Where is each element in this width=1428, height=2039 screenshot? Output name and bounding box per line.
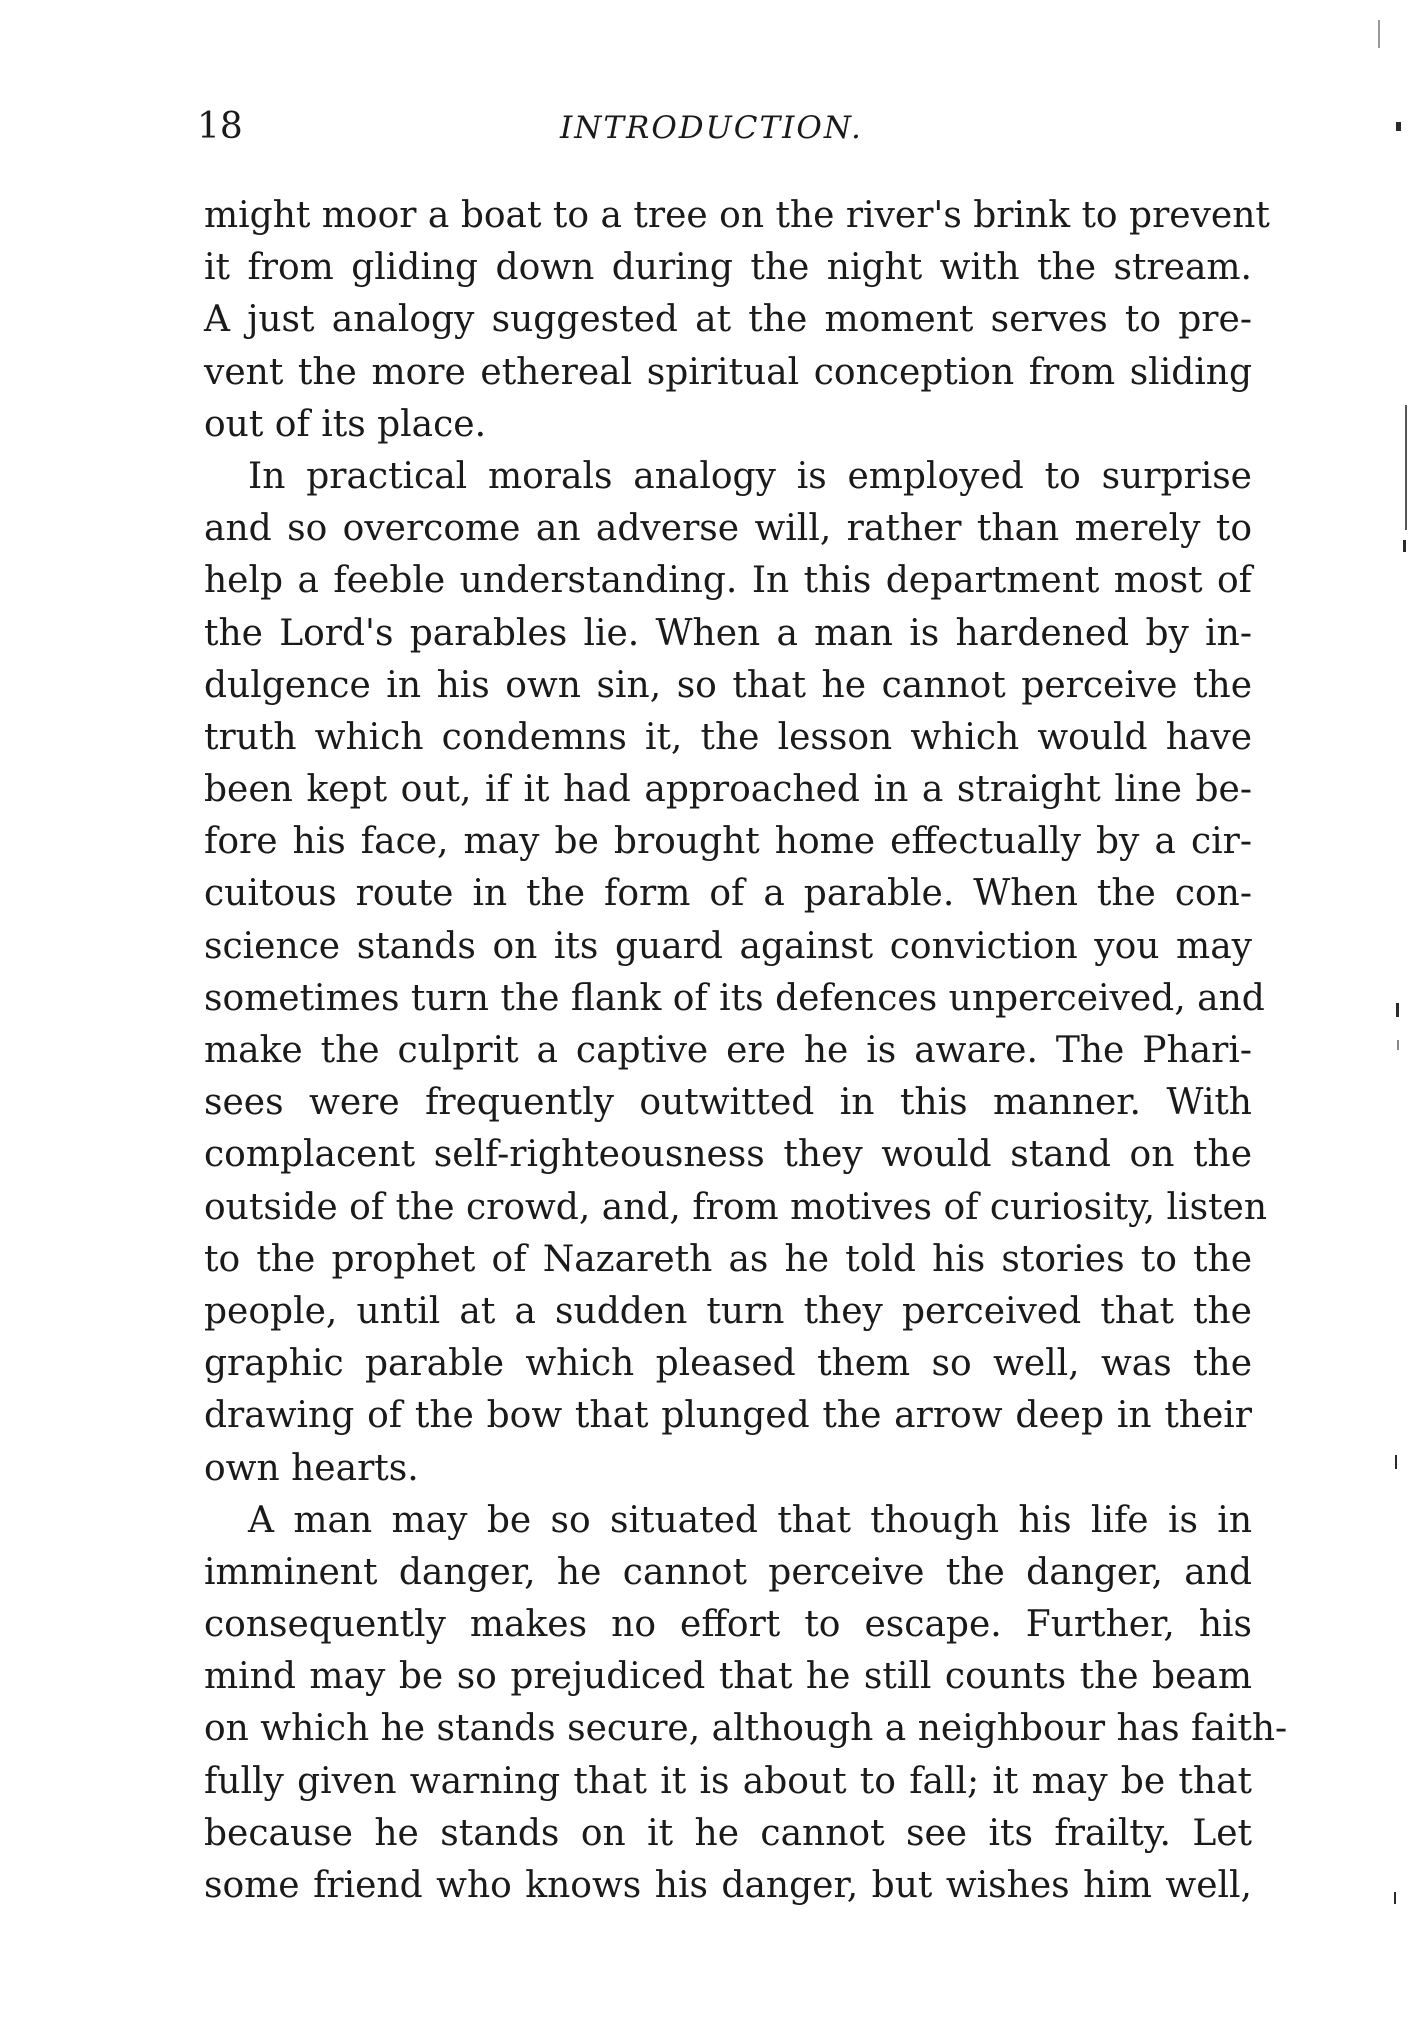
text-line: consequently makes no effort to escape. Further, his (204, 1604, 1252, 1646)
text-line: help a feeble understanding. In this department most of (204, 560, 1252, 602)
text-line: outside of the crowd, and, from motives of curiosity, listen (204, 1186, 1268, 1228)
text-line: cuitous route in the form of a parable. When the con- (204, 873, 1252, 915)
text-line: own hearts. (204, 1447, 419, 1489)
margin-mark (1397, 1040, 1399, 1050)
text-line: fore his face, may be brought home effectually by a cir- (204, 821, 1252, 863)
text-line: sees were frequently outwitted in this manner. With (204, 1082, 1252, 1124)
margin-mark (1403, 540, 1406, 552)
text-line: people, until at a sudden turn they perceived that the (204, 1290, 1252, 1332)
text-line: out of its place. (204, 403, 487, 445)
text-line: graphic parable which pleased them so well, was the (204, 1343, 1252, 1385)
text-line: dulgence in his own sin, so that he cannot perceive the (204, 664, 1252, 706)
body-text (204, 190, 1288, 1912)
text-line: science stands on its guard against conviction you may (204, 925, 1252, 967)
text-line: on which he stands secure, although a neighbour has faith- (204, 1708, 1288, 1750)
text-line: to the prophet of Nazareth as he told his stories to the (204, 1238, 1252, 1280)
text-line: imminent danger, he cannot perceive the danger, and (204, 1551, 1252, 1593)
page-number: 18 (197, 106, 243, 147)
margin-mark (1394, 1892, 1396, 1904)
text-line: In practical morals analogy is employed to surprise (248, 455, 1252, 497)
text-line: A just analogy suggested at the moment serves to pre- (204, 299, 1252, 341)
text-line: make the culprit a captive ere he is aware. The Phari- (204, 1030, 1252, 1071)
text-line: truth which condemns it, the lesson which would have (204, 716, 1252, 758)
text-line: sometimes turn the flank of its defences unperceived, and (204, 977, 1265, 1019)
text-line: vent the more ethereal spiritual conception from sliding (204, 351, 1252, 393)
text-line: it from gliding down during the night with the stream. (204, 247, 1252, 289)
margin-mark (1395, 1455, 1397, 1469)
margin-mark (1405, 405, 1407, 530)
text-line: some friend who knows his danger, but wishes him well, (204, 1865, 1252, 1906)
text-line: the Lord's parables lie. When a man is hardened by in- (204, 612, 1252, 654)
margin-mark (1396, 122, 1401, 131)
text-line: drawing of the bow that plunged the arrow deep in their (204, 1395, 1252, 1437)
text-line: might moor a boat to a tree on the river's brink to prevent (204, 195, 1270, 236)
text-line: because he stands on it he cannot see its frailty. Let (204, 1812, 1252, 1854)
margin-mark (1396, 1003, 1399, 1017)
running-head: INTRODUCTION. (560, 110, 863, 146)
text-line: mind may be so prejudiced that he still counts the beam (204, 1656, 1252, 1698)
text-line: A man may be so situated that though his life is in (248, 1499, 1252, 1541)
text-line: and so overcome an adverse will, rather than merely to (204, 508, 1252, 550)
text-line: been kept out, if it had approached in a straight line be- (204, 769, 1252, 811)
text-line: fully given warning that it is about to fall; it may be that (204, 1760, 1252, 1802)
text-line: complacent self-righteousness they would stand on the (204, 1134, 1252, 1176)
margin-mark (1378, 20, 1380, 48)
